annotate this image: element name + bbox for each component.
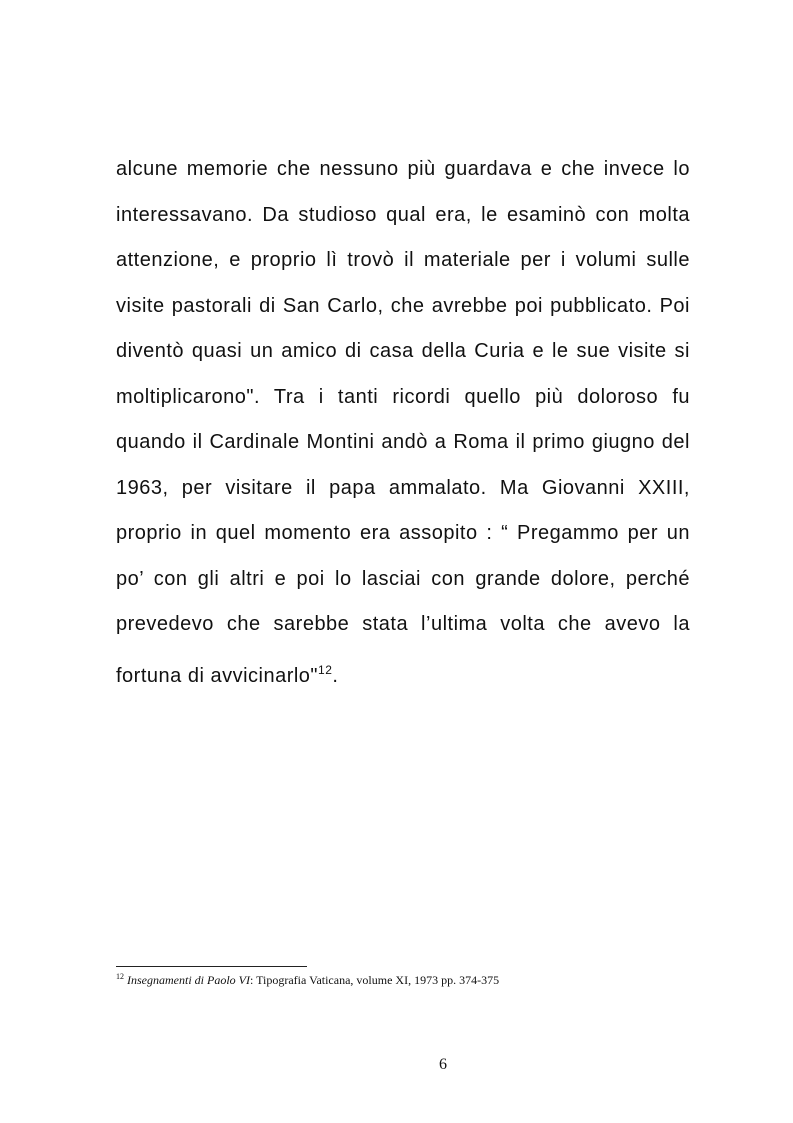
- page-number: 6: [439, 1056, 447, 1073]
- text-line: interessavano. Da studioso qual era, le esaminò con molta: [116, 203, 690, 226]
- footnote-number: 12: [116, 972, 124, 981]
- text-line-last: [116, 651, 690, 689]
- text-line: attenzione, e proprio lì trovò il materiale per i volumi sulle: [116, 249, 690, 271]
- text-line: proprio in quel momento era assopito : “ Pregammo per un: [116, 522, 690, 544]
- footnote: [116, 972, 716, 988]
- text-line-last-content: fortuna di avvicinarlo": [116, 664, 319, 687]
- text-line: quando il Cardinale Montini andò a Roma il primo giugno del: [116, 431, 690, 453]
- text-line: alcune memorie che nessuno più guardava e che invece lo: [116, 158, 690, 180]
- footnote-separator: [116, 966, 307, 967]
- text-line: diventò quasi un amico di casa della Curia e le sue visite si: [116, 340, 690, 362]
- footnote-title: Insegnamenti di Paolo VI: [127, 973, 250, 987]
- footnote-reference[interactable]: 12: [318, 662, 333, 677]
- text-line: visite pastorali di San Carlo, che avrebbe poi pubblicato. Poi: [116, 294, 690, 317]
- text-line: po’ con gli altri e poi lo lasciai con grande dolore, perché: [116, 567, 690, 590]
- text-line: moltiplicarono". Tra i tanti ricordi quello più doloroso fu: [116, 385, 690, 408]
- text-line: prevedevo che sarebbe stata l’ultima volta che avevo la: [116, 613, 690, 635]
- sentence-end: .: [332, 664, 339, 687]
- footnote-citation: : Tipografia Vaticana, volume XI, 1973 pp. 374-375: [249, 973, 500, 987]
- text-line: 1963, per visitare il papa ammalato. Ma Giovanni XXIII,: [116, 476, 690, 499]
